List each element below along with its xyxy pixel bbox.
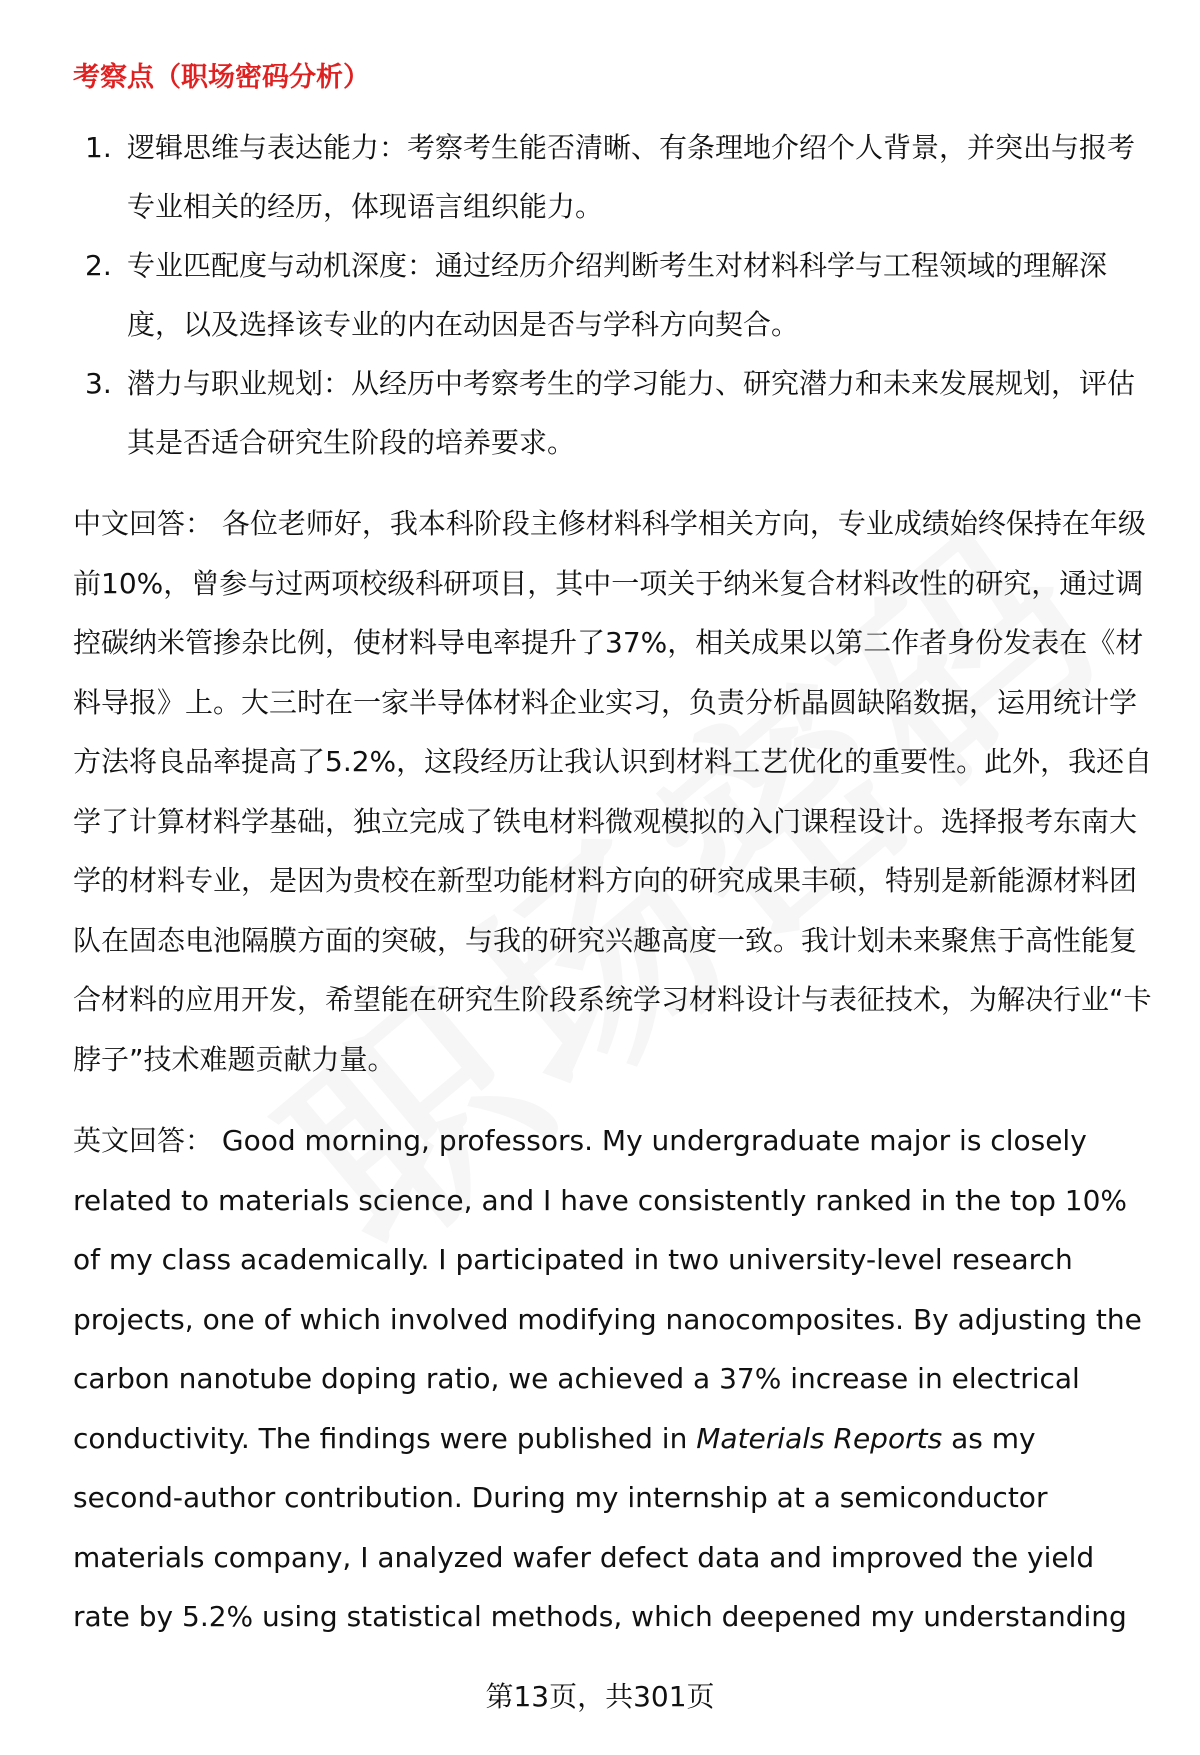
page-footer: 第13页，共301页 (485, 1680, 715, 1713)
document-page (73, 58, 1153, 1647)
english-answer-text-end: as my second-author contribution. During my internship at a semiconductor materials company, I analyzed wafer defect data and improved the yield rate by 5.2% using statistical methods, which deepened my understanding (73, 1421, 1127, 1633)
list-text: 专业匹配度与动机深度：通过经历介绍判断考生对材料科学与工程领域的理解深度，以及选择该专业的内在动因是否与学科方向契合。 (127, 249, 1108, 341)
section-heading: 考察点（职场密码分析） (73, 62, 370, 93)
list-item (73, 118, 1153, 236)
list-item (73, 354, 1153, 472)
english-answer-text-start: Good morning, professors. My undergraduate major is closely related to materials science, and I have consistently ranked in the top 10% of my class academically. I participated in two university-level research projects, one of which involved modifying nanocomposites. By adjusting the carbon nanotube doping ratio, we achieved a 37% increase in electrical conductivity. The findings were published in (73, 1124, 1142, 1455)
english-answer-label: 英文回答： (73, 1124, 214, 1157)
list-text: 逻辑思维与表达能力：考察考生能否清晰、有条理地介绍个人背景，并突出与报考专业相关的经历，体现语言组织能力。 (127, 131, 1136, 223)
journal-title: Materials Reports (696, 1421, 943, 1455)
list-number: 1. (85, 131, 112, 164)
chinese-answer (73, 494, 1153, 1089)
list-item (73, 236, 1153, 354)
list-text: 潜力与职业规划：从经历中考察考生的学习能力、研究潜力和未来发展规划，评估其是否适合研究生阶段的培养要求。 (127, 367, 1136, 459)
list-number: 2. (85, 249, 112, 282)
list-number: 3. (85, 367, 112, 400)
chinese-answer-label: 中文回答： (73, 507, 214, 540)
assessment-points-list (73, 118, 1153, 472)
english-answer (73, 1111, 1153, 1647)
chinese-answer-text: 各位老师好，我本科阶段主修材料科学相关方向，专业成绩始终保持在年级前10%，曾参与过两项校级科研项目，其中一项关于纳米复合材料改性的研究，通过调控碳纳米管掺杂比例，使材料导电率提升了37%，相关成果以第二作者身份发表在《材料导报》上。大三时在一家半导体材料企业实习，负责分析晶圆缺陷数据，运用统计学方法将良品率提高了5.2%，这段经历让我认识到材料工艺优化的重要性。此外，我还自学了计算材料学基础，独立完成了铁电材料微观模拟的入门课程设计。选择报考东南大学的材料专业，是因为贵校在新型功能材料方向的研究成果丰硕，特别是新能源材料团队在固态电池隔膜方面的突破，与我的研究兴趣高度一致。我计划未来聚焦于高性能复合材料的应用开发，希望能在研究生阶段系统学习材料设计与表征技术，为解决行业“卡脖子”技术难题贡献力量。 (73, 507, 1153, 1076)
